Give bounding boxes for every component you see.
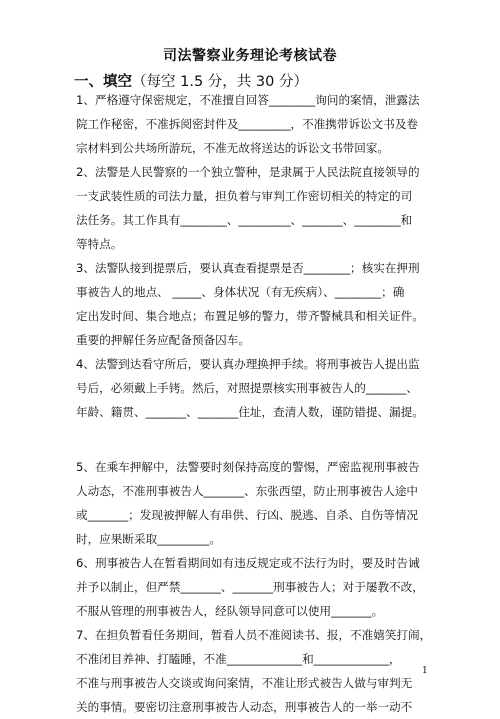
page-title: 司法警察业务理论考核试卷 xyxy=(163,48,337,64)
text-line: 1、严格遵守保密规定，不准擅自回答________询问的案情，泄露法 xyxy=(76,93,420,107)
text-line: 关的事情。要密切注意刑事被告人动态，刑事被告人的一举一动不 xyxy=(76,700,413,714)
text-line: 一支武装性质的司法力量，担负着与审判工作密切相关的特定的司 xyxy=(76,189,413,203)
text-line: 号后，必须戴上手铐。然后，对照提票核实刑事被告人的_______、 xyxy=(76,381,419,395)
text-line: 不准与刑事被告人交谈或询问案情，不准让形式被告人做与审判无 xyxy=(76,676,413,690)
text-line: 人动态，不准刑事被告人_______、东张西望，防止刑事被告人途中 xyxy=(76,484,419,498)
text-line: 定出发时间、集合地点；布置足够的警力，带齐警械具和相关证件。 xyxy=(76,309,424,323)
text-line: 4、法警到达看守所后，要认真办理换押手续。将刑事被告人提出监 xyxy=(76,357,420,371)
text-line: 不服从管理的刑事被告人，经队领导同意可以使用_______。 xyxy=(76,604,384,618)
text-line: 不准闭目养神、打瞌睡，不准_____________和_____________， xyxy=(76,652,401,666)
paragraph-gap xyxy=(76,424,436,455)
text-line: 时，应果断采取_________。 xyxy=(76,532,221,546)
text-line: 2、法警是人民警察的一个独立警种，是隶属于人民法院直接领导的 xyxy=(76,165,420,179)
page-number: 1 xyxy=(422,666,428,676)
text-line: 宗材料到公共场所游玩，不准无故将送达的诉讼文书带回家。 xyxy=(76,141,390,155)
text-line: 院工作秘密，不准拆阅密封件及_________，不准携带诉讼文书及卷 xyxy=(76,117,419,131)
text-line: 7、在担负暂看任务期间，暂看人员不准阅读书、报，不准嬉笑打闹， xyxy=(76,628,432,642)
text-line: 或_______；发现被押解人有串供、行凶、脱逃、自杀、自伤等情况 xyxy=(76,508,419,522)
text-line: 6、刑事被告人在暂看期间如有违反规定或不法行为时，要及时告诫 xyxy=(76,556,420,570)
text-line: 年龄、籍贯、_______、_______住址，查清人数，谨防错提、漏提。 xyxy=(76,405,424,419)
text-line: 法任务。其工作具有________、_________、_______、________和 xyxy=(76,213,413,227)
text-line: 等特点。 xyxy=(76,237,123,251)
text-line: 5、在乘车押解中，法警要时刻保持高度的警惕，严密监视刑事被告 xyxy=(76,460,420,474)
section-heading-label: 一、填空 xyxy=(74,74,132,90)
text-line: 重要的押解任务应配备预备囚车。 xyxy=(76,333,250,347)
text-line: 并予以制止，但严禁_______、_______刑事被告人；对于屡教不改， xyxy=(76,580,424,594)
question-body xyxy=(76,88,436,719)
section-heading-note: （每空 1.5 分，共 30 分） xyxy=(132,74,308,90)
text-line: 事被告人的地点、 _____、身体状况（有无疾病）、________；确 xyxy=(76,285,405,299)
text-line: 3、法警队接到提票后，要认真查看提票是否________；核实在押刑 xyxy=(76,261,420,275)
